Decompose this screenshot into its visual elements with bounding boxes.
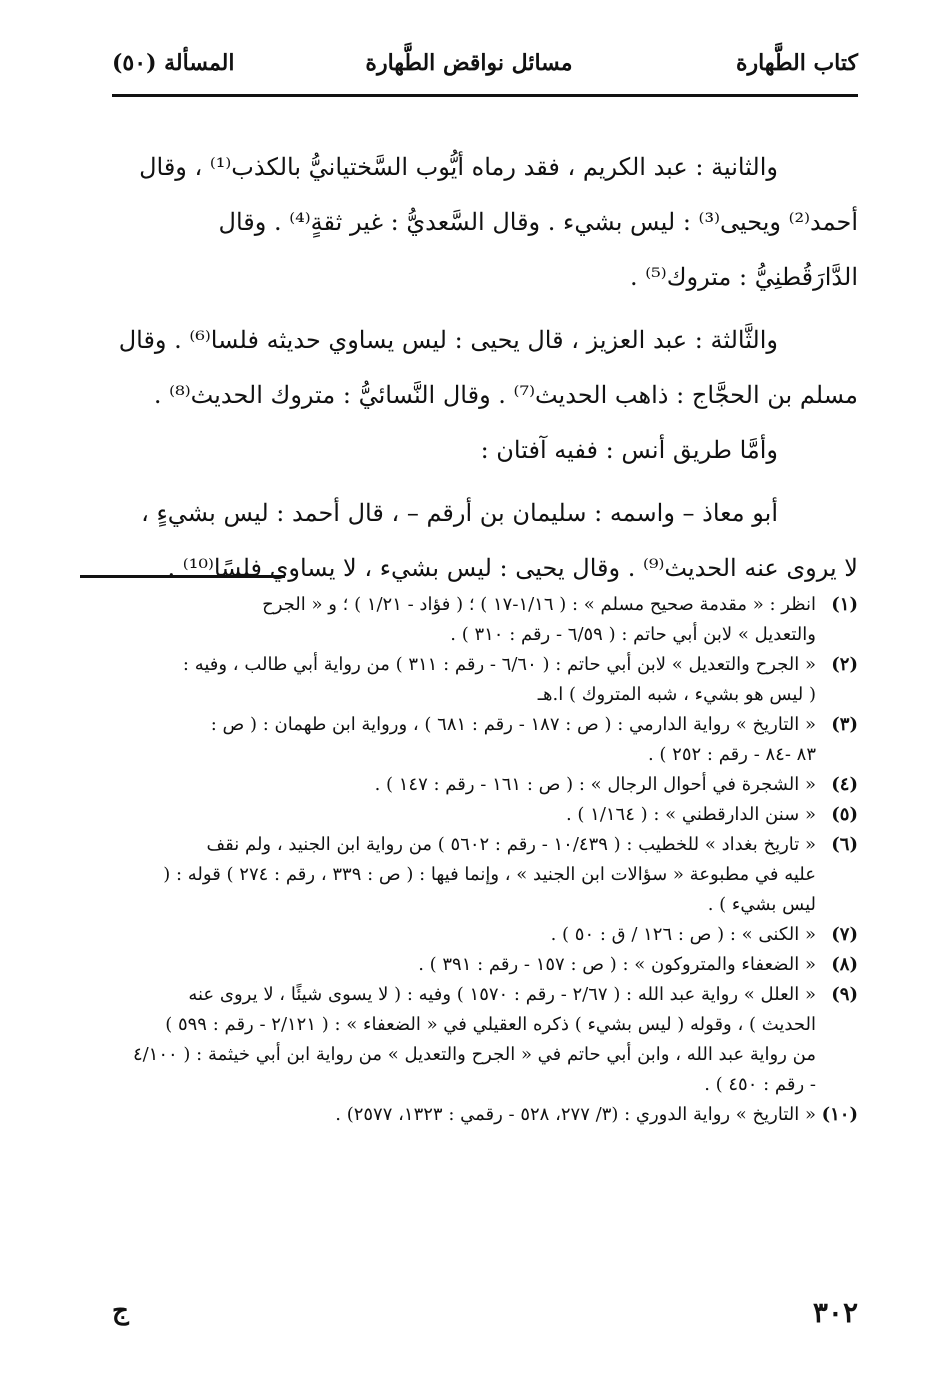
footnote-line: ٨٣ -٨٤ - رقم : ٢٥٢ ) . [647,744,816,765]
footnote [112,770,858,800]
header-chapter-title: مسائل نواقض الطَّهارة [365,50,573,76]
footnote-line: انظر : « مقدمة صحيح مسلم » : ( ١/١٦-١٧ ) ؛ ( فؤاد - ١/٢١ ) ؛ و « الجرح [262,594,816,615]
text-line: الدَّارَقُطنِيُّ : متروك⁽⁵⁾ . [630,263,858,291]
footnote-line: « الضعفاء والمتروكون » : ( ص : ١٥٧ - رقم : ٣٩١ ) . [418,954,816,975]
text-line: والثَّالثة : عبد العزيز ، قال يحيى : ليس يساوي حديثه فلسا⁽⁶⁾ . وقال [118,326,778,354]
footnote [112,710,858,770]
footnote-number: (٤) [831,774,858,795]
text-line: وأمَّا طريق أنس : ففيه آفتان : [480,436,778,464]
footnote-number: (٩) [831,984,858,1005]
signature-mark: ج [112,1296,129,1326]
footnote-number: (٧) [831,924,858,945]
footnote-number: (٨) [831,954,858,975]
footnote [112,800,858,830]
text-line: أحمد⁽²⁾ ويحيى⁽³⁾ : ليس بشيء . وقال السَّعديُّ : غير ثقةٍ⁽⁴⁾ . وقال [218,208,858,236]
footnote-line: ليس بشيء ) . [707,894,816,915]
footnote-number: (١) [831,594,858,615]
footnote-number: (١٠) [821,1104,858,1125]
footnote [112,650,858,710]
footnote [112,950,858,980]
page-number: ٣٠٢ [812,1296,858,1329]
footnote-line: الحديث ) ، وقوله ( ليس بشيء ) ذكره العقيلي في « الضعفاء » : ( ٢/١٢١ - رقم : ٥٩٩ ) [165,1014,816,1035]
footnote-number: (٦) [831,834,858,855]
footnote-line: « التاريخ » رواية الدارمي : ( ص : ١٨٧ - رقم : ٦٨١ ) ، ورواية ابن طهمان : ( ص : [210,714,816,735]
text-line: لا يروى عنه الحديث⁽⁹⁾ . وقال يحيى : ليس بشيء ، لا يساوي فلسًا⁽¹⁰⁾ . [167,554,858,582]
paragraph [112,313,858,478]
paragraph [112,140,858,305]
footnote-number: (٢) [831,654,858,675]
footnote-line: - رقم : ٤٥٠ ) . [704,1074,816,1095]
footnote [112,830,858,920]
footnote-line: « التاريخ » رواية الدوري : (٣/ ٢٧٧، ٥٢٨ - رقمي : ١٣٢٣، ٢٥٧٧) . [335,1104,816,1125]
footnote-line: « الجرح والتعديل » لابن أبي حاتم : ( ٦/٦٠ - رقم : ٣١١ ) من رواية أبي طالب ، وفيه : [182,654,816,675]
paragraph [112,486,858,596]
footnote-line: والتعديل » لابن أبي حاتم : ( ٦/٥٩ - رقم : ٣١٠ ) . [450,624,816,645]
footnote-number: (٥) [831,804,858,825]
footnote-number: (٣) [831,714,858,735]
text-line: والثانية : عبد الكريم ، فقد رماه أيُّوب السَّختيانيُّ بالكذب⁽¹⁾ ، وقال [139,153,778,181]
footnote-line: « تاريخ بغداد » للخطيب : ( ١٠/٤٣٩ - رقم : ٥٦٠٢ ) من رواية ابن الجنيد ، ولم نقف [206,834,816,855]
footnote-separator [80,575,285,578]
footnote [112,920,858,950]
footnote [112,1100,858,1130]
footnotes [112,590,858,1130]
footnote-line: من رواية عبد الله ، وابن أبي حاتم في « الجرح والتعديل » من رواية ابن أبي خيثمة : ( ٤/١٠٠ [132,1044,816,1065]
footnote-line: « سنن الدارقطني » : ( ١/١٦٤ ) . [565,804,816,825]
footnote [112,980,858,1100]
footnote-line: « الشجرة في أحوال الرجال » : ( ص : ١٦١ - رقم : ١٤٧ ) . [374,774,816,795]
header-rule [112,94,858,97]
header-book-title: كتاب الطَّهارة [735,50,858,76]
header-issue-number: المسألة (٥٠) [112,50,235,76]
main-text [112,140,858,604]
footnote-line: « الكنى » : ( ص : ١٢٦ / ق : ٥٠ ) . [550,924,816,945]
footnote [112,590,858,650]
text-line: أبو معاذ – واسمه : سليمان بن أرقم – ، قال أحمد : ليس بشيءٍ ، [141,499,778,527]
text-line: مسلم بن الحجَّاج : ذاهب الحديث⁽⁷⁾ . وقال النَّسائيُّ : متروك الحديث⁽⁸⁾ . [153,381,858,409]
footnote-line: عليه في مطبوعة « سؤالات ابن الجنيد » ، وإنما فيها : ( ص : ٣٣٩ ، رقم : ٢٧٤ ) قوله : ( [163,864,816,885]
footnote-line: ( ليس هو بشيء ، شبه المتروك ) ا.هـ [537,684,816,705]
footnote-line: « العلل » رواية عبد الله : ( ٢/٦٧ - رقم : ١٥٧٠ ) وفيه : ( لا يسوى شيئًا ، لا يروى عنه [188,984,816,1005]
